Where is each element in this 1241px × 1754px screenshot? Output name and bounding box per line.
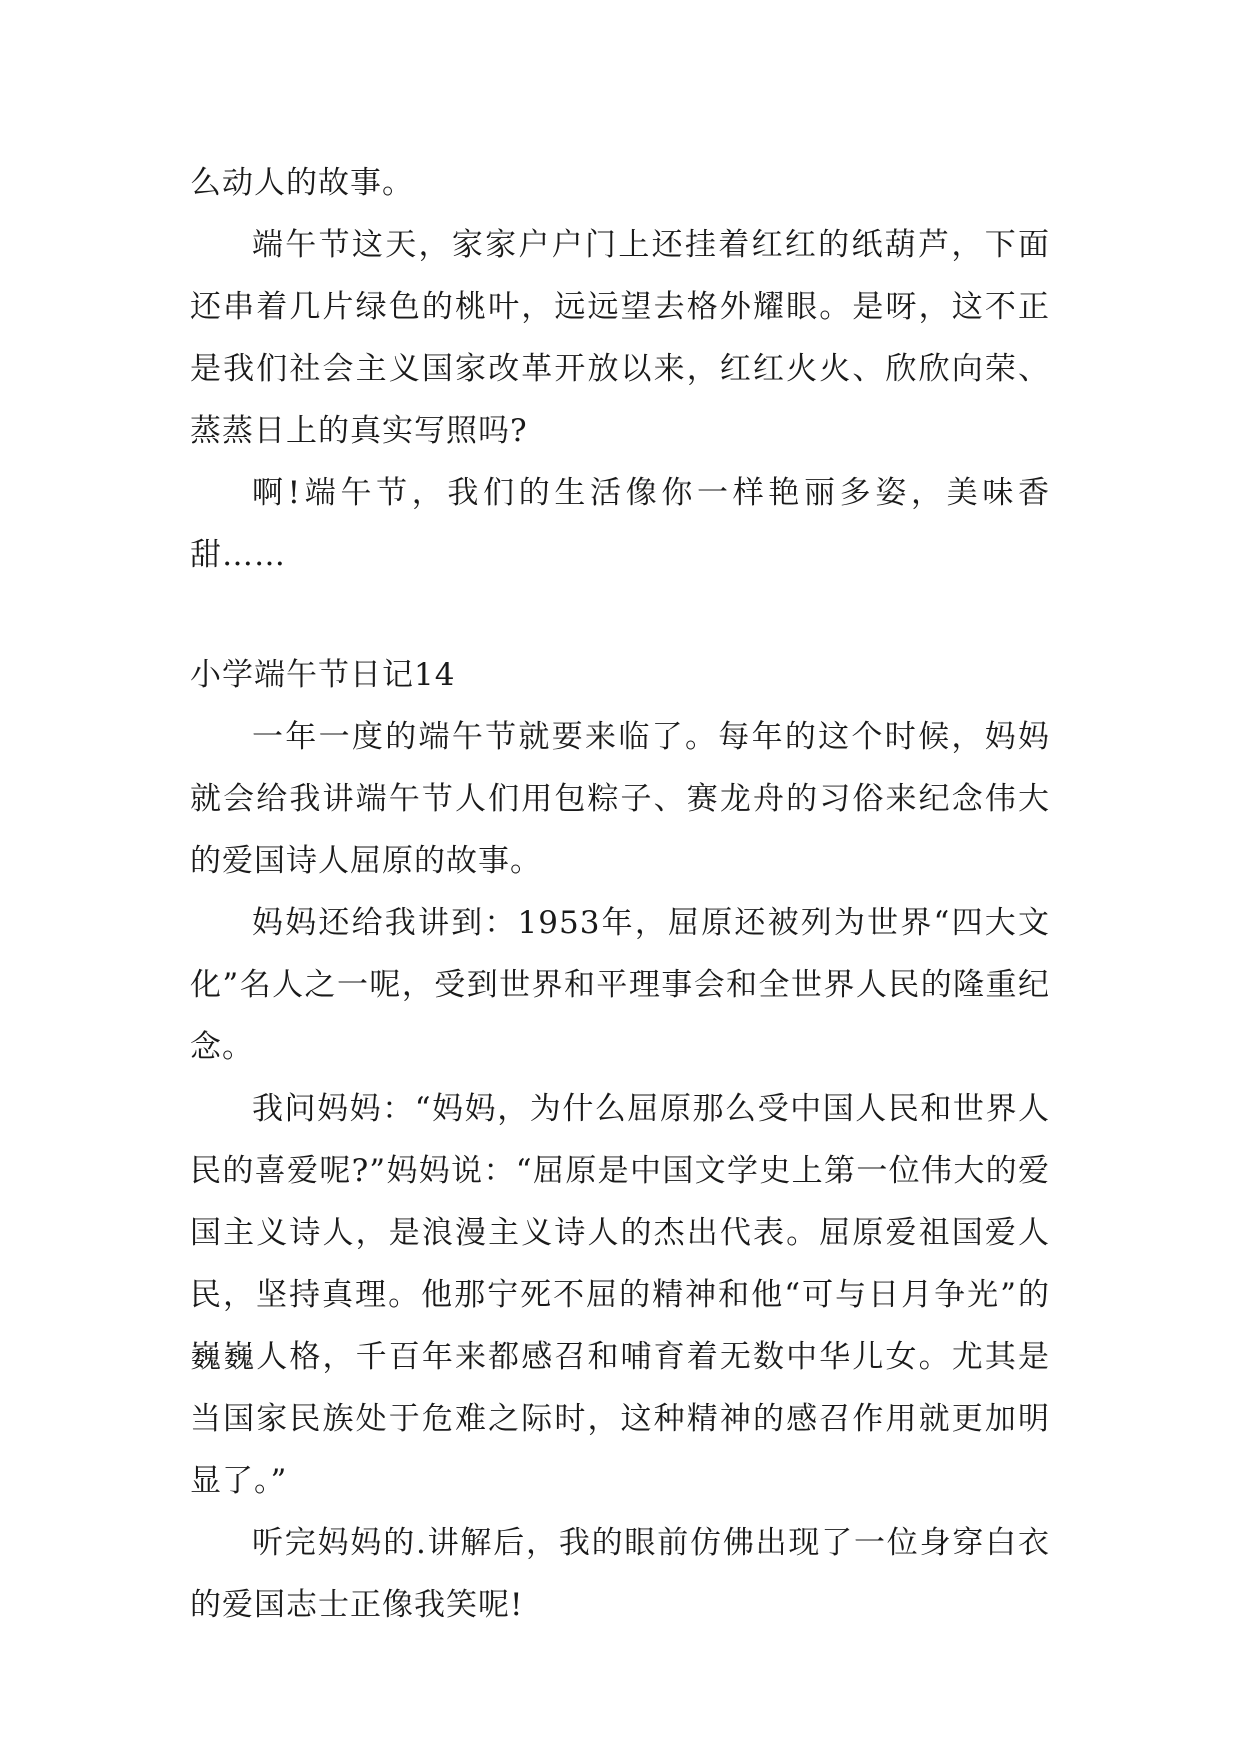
- paragraph-dialogue: 我问妈妈：“妈妈，为什么屈原那么受中国人民和世界人民的喜爱呢?”妈妈说：“屈原是中国文学史上第一位伟大的爱国主义诗人，是浪漫主义诗人的杰出代表。屈原爱祖国爱人民，坚持真理。他那宁死不屈的精神和他“可与日月争光”的巍巍人格，千百年来都感召和哺育着无数中华儿女。尤其是当国家民族处于危难之际时，这种精神的感召作用就更加明显了。”: [190, 1091, 1050, 1499]
- paragraph-continuation: 么动人的故事。: [190, 165, 414, 201]
- document-body: [190, 152, 1050, 1636]
- paragraph-intro: 一年一度的端午节就要来临了。每年的这个时候，妈妈就会给我讲端午节人们用包粽子、赛龙舟的习俗来纪念伟大的爱国诗人屈原的故事。: [190, 719, 1050, 879]
- section-title: 小学端午节日记14: [190, 657, 456, 693]
- paragraph-exclamation: 啊!端午节，我们的生活像你一样艳丽多姿，美味香甜……: [190, 475, 1050, 573]
- paragraph-ending: 听完妈妈的.讲解后，我的眼前仿佛出现了一位身穿白衣的爱国志士正像我笑呢!: [190, 1525, 1050, 1623]
- paragraph-1953: 妈妈还给我讲到：1953年，屈原还被列为世界“四大文化”名人之一呢，受到世界和平理事会和全世界人民的隆重纪念。: [190, 905, 1050, 1065]
- paragraph-dragon-boat-day: 端午节这天，家家户户门上还挂着红红的纸葫芦，下面还串着几片绿色的桃叶，远远望去格外耀眼。是呀，这不正是我们社会主义国家改革开放以来，红红火火、欣欣向荣、蒸蒸日上的真实写照吗?: [190, 227, 1050, 449]
